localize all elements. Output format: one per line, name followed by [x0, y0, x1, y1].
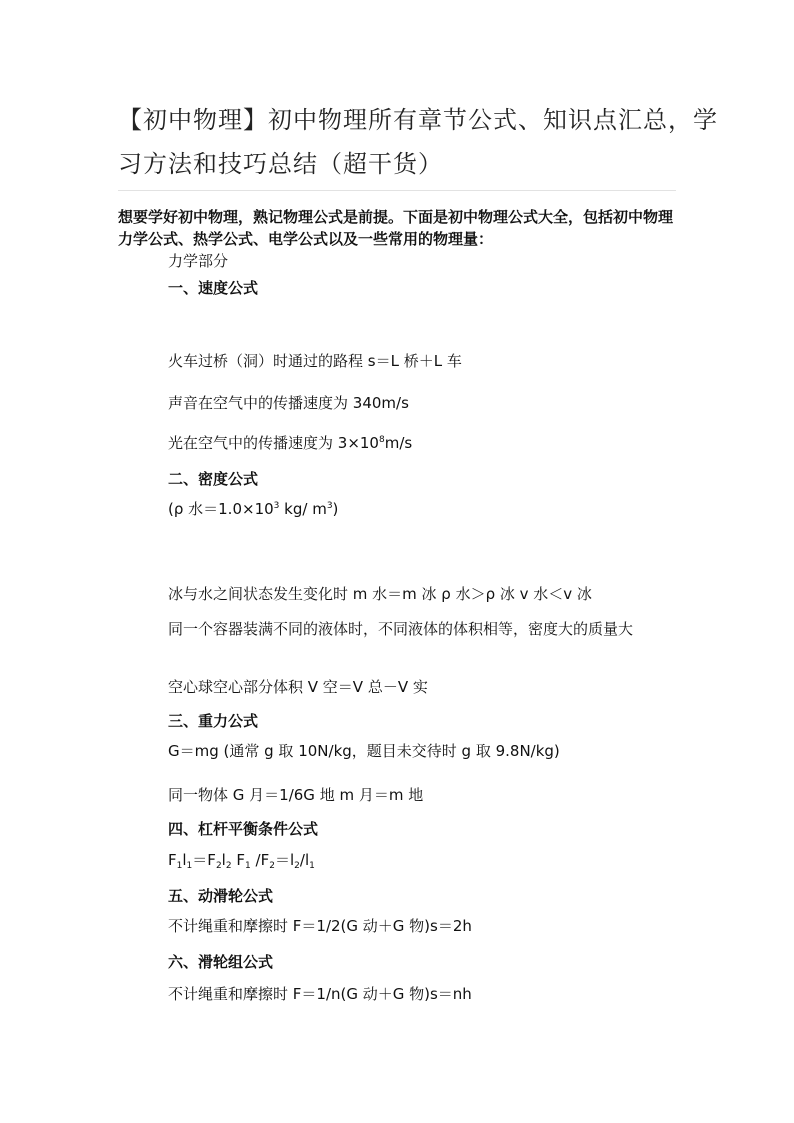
page-title: 【初中物理】初中物理所有章节公式、知识点汇总，学习方法和技巧总结（超干货）: [118, 106, 718, 178]
text-train-bridge: 火车过桥（洞）时通过的路程 s＝L 桥＋L 车: [168, 352, 462, 370]
text-ice-water: 冰与水之间状态发生变化时 m 水＝m 冰 ρ 水＞ρ 冰 v 水＜v 冰: [168, 585, 592, 603]
heading-speed: 一、速度公式: [168, 279, 259, 297]
text-lever-formula: $F_1l_1=F_2l_2$ $F_1$ $/F_2=l_2/l_1$: [168, 851, 315, 871]
heading-density: 二、密度公式: [168, 470, 259, 488]
text-light-speed: 光在空气中的传播速度为 $3\times 10^8m/s$: [168, 434, 413, 452]
text-movable-pulley: 不计绳重和摩擦时 F＝1/2(G 动＋G 物)s＝2h: [168, 917, 472, 935]
heading-gravity: 三、重力公式: [168, 712, 259, 730]
text-gravity-formula: G＝mg (通常 g 取 10N/kg，题目未交待时 g 取 9.8N/kg): [168, 742, 560, 760]
text-same-container: 同一个容器装满不同的液体时，不同液体的体积相等，密度大的质量大: [168, 620, 634, 638]
text-hollow-ball: 空心球空心部分体积 V 空＝V 总－V 实: [168, 678, 428, 696]
heading-movable-pulley: 五、动滑轮公式: [168, 887, 274, 905]
intro-paragraph: 想要学好初中物理，熟记物理公式是前提。下面是初中物理公式大全，包括初中物理力学公式、热学公式、电学公式以及一些常用的物理量：: [118, 208, 674, 248]
text-water-density: (ρ 水$=1.0\times 10^3$ kg/ $m^3$): [168, 500, 339, 518]
text-moon-gravity: 同一物体 G 月＝1/6G 地 m 月＝m 地: [168, 786, 424, 804]
heading-pulley-group: 六、滑轮组公式: [168, 953, 274, 971]
heading-lever: 四、杠杆平衡条件公式: [168, 820, 319, 838]
text-pulley-group: 不计绳重和摩擦时 F＝1/n(G 动＋G 物)s＝nh: [168, 985, 472, 1003]
section-mechanics: 力学部分: [168, 252, 229, 270]
text-sound-speed: 声音在空气中的传播速度为 340m/s: [168, 394, 409, 412]
title-divider: [118, 190, 676, 191]
